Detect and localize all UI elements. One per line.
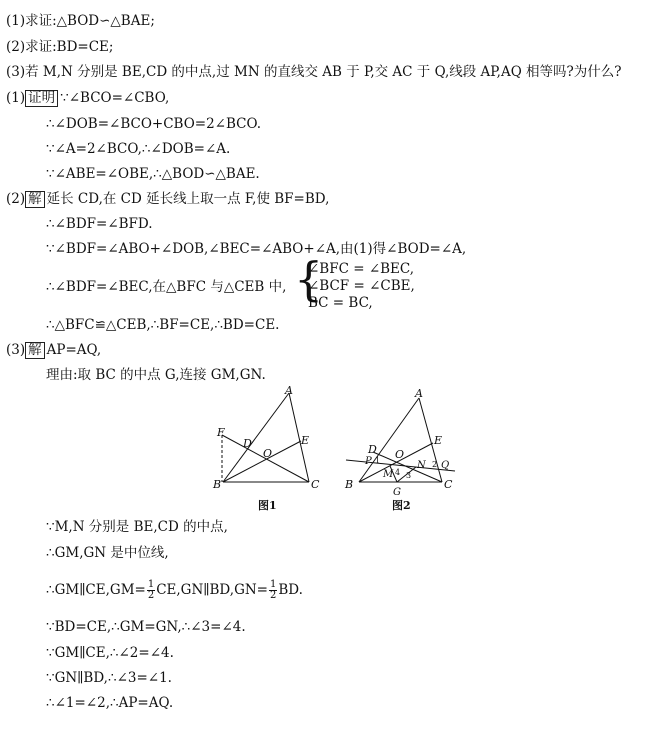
fig2-label-p: P [365, 456, 372, 467]
fig2-label-g: G [393, 487, 401, 498]
part3-line-2: 理由:取 BC 的中点 G,连接 GM,GN. [46, 367, 266, 383]
part3-line-4: ∴GM,GN 是中位线, [46, 545, 169, 561]
fig2-angle-3: 3 [406, 471, 412, 480]
fraction-denominator: 2 [147, 590, 155, 601]
part3-line-8: ∵GN∥BD,∴∠3=∠1. [46, 670, 172, 686]
part2-line-4: ∴∠BDF=∠BEC,在△BFC 与△CEB 中, [46, 279, 287, 295]
part3-line-7: ∵GM∥CE,∴∠2=∠4. [46, 645, 174, 661]
fraction-numerator-2: 1 [269, 579, 277, 590]
fig1-label-b: B [213, 478, 222, 491]
figures [200, 385, 470, 515]
part2-line-3: ∵∠BDF=∠ABO+∠DOB,∠BEC=∠ABO+∠A,由(1)得∠BOD=∠A, [46, 241, 467, 257]
part3-line-5 [46, 580, 303, 601]
fraction-denominator-2: 2 [269, 590, 277, 601]
fig1-label-o: O [263, 447, 273, 460]
fraction-half-2 [269, 580, 277, 601]
part3-line-3: ∵M,N 分别是 BE,CD 的中点, [46, 519, 228, 535]
fig2-label-n: N [417, 460, 426, 471]
fig1-label-a: A [285, 385, 293, 397]
part1-line-1: ∵∠BCO=∠CBO, [60, 90, 170, 106]
system-line-1: ∠BFC = ∠BEC, [308, 261, 415, 277]
fig2-label-e: E [434, 434, 443, 447]
part1-prefix: (1) [6, 90, 26, 106]
fig2-label-o: O [395, 448, 405, 461]
part2-line-5: ∴△BFC≌△CEB,∴BF=CE,∴BD=CE. [46, 317, 280, 333]
solution-tag: 解 [25, 191, 45, 208]
fig2-label-m: M [383, 469, 394, 480]
question-1: (1)求证:△BOD∽△BAE; [6, 13, 155, 29]
figure-2 [344, 387, 455, 498]
left-brace-icon: { [294, 252, 324, 306]
fraction-numerator: 1 [147, 579, 155, 590]
part2-prefix: (2) [6, 191, 26, 207]
part3-line-5b: CE,GN∥BD,GN= [156, 582, 268, 598]
part1-line-4: ∵∠ABE=∠OBE,∴△BOD∽△BAE. [46, 166, 260, 182]
fig2-label-q: Q [441, 460, 450, 471]
part3-line-5a: ∴GM∥CE,GM= [46, 582, 146, 598]
part2-first-line [6, 190, 329, 208]
part3-line-1: AP=AQ, [46, 342, 102, 358]
part3-prefix: (3) [6, 342, 26, 358]
fig1-label-e: E [301, 434, 310, 447]
part3-line-5c: BD. [278, 582, 303, 598]
figure-1-caption: 图1 [258, 499, 277, 512]
part1-first-line [6, 89, 169, 107]
fig1-label-f: F [217, 426, 225, 439]
fig1-label-c: C [311, 478, 320, 491]
fig2-label-d: D [368, 443, 377, 456]
part3-line-6: ∵BD=CE,∴GM=GN,∴∠3=∠4. [46, 619, 246, 635]
part2-line-2: ∴∠BDF=∠BFD. [46, 216, 153, 232]
fig2-line-mn [346, 460, 455, 471]
question-3: (3)若 M,N 分别是 BE,CD 的中点,过 MN 的直线交 AB 于 P,交 AC 于 Q,线段 AP,AQ 相等吗?为什么? [6, 64, 622, 80]
figure-1 [212, 385, 320, 491]
system-line-2: ∠BCF = ∠CBE, [308, 278, 415, 294]
fig2-angle-1: 1 [375, 456, 381, 465]
part1-line-3: ∵∠A=2∠BCO,∴∠DOB=∠A. [46, 141, 231, 157]
fig2-label-c: C [444, 478, 453, 491]
fig1-segment-be [223, 441, 301, 482]
system-line-3: BC = BC, [308, 295, 373, 311]
part3-first-line [6, 341, 101, 359]
fig2-angle-2: 2 [432, 460, 438, 469]
solution-tag-3: 解 [25, 342, 45, 359]
question-2: (2)求证:BD=CE; [6, 39, 114, 55]
proof-tag: 证明 [25, 90, 58, 107]
fig1-label-d: D [243, 437, 252, 450]
fig1-side-ab [223, 393, 289, 482]
part1-line-2: ∴∠DOB=∠BCO+CBO=2∠BCO. [46, 116, 262, 132]
fig2-angle-4: 4 [395, 468, 401, 477]
part2-line-1: 延长 CD,在 CD 延长线上取一点 F,使 BF=BD, [46, 191, 330, 207]
fraction-half [147, 580, 155, 601]
fig2-label-a: A [415, 387, 423, 400]
part3-line-9: ∴∠1=∠2,∴AP=AQ. [46, 695, 174, 711]
figure-2-caption: 图2 [392, 499, 411, 512]
fig2-label-b: B [345, 478, 354, 491]
